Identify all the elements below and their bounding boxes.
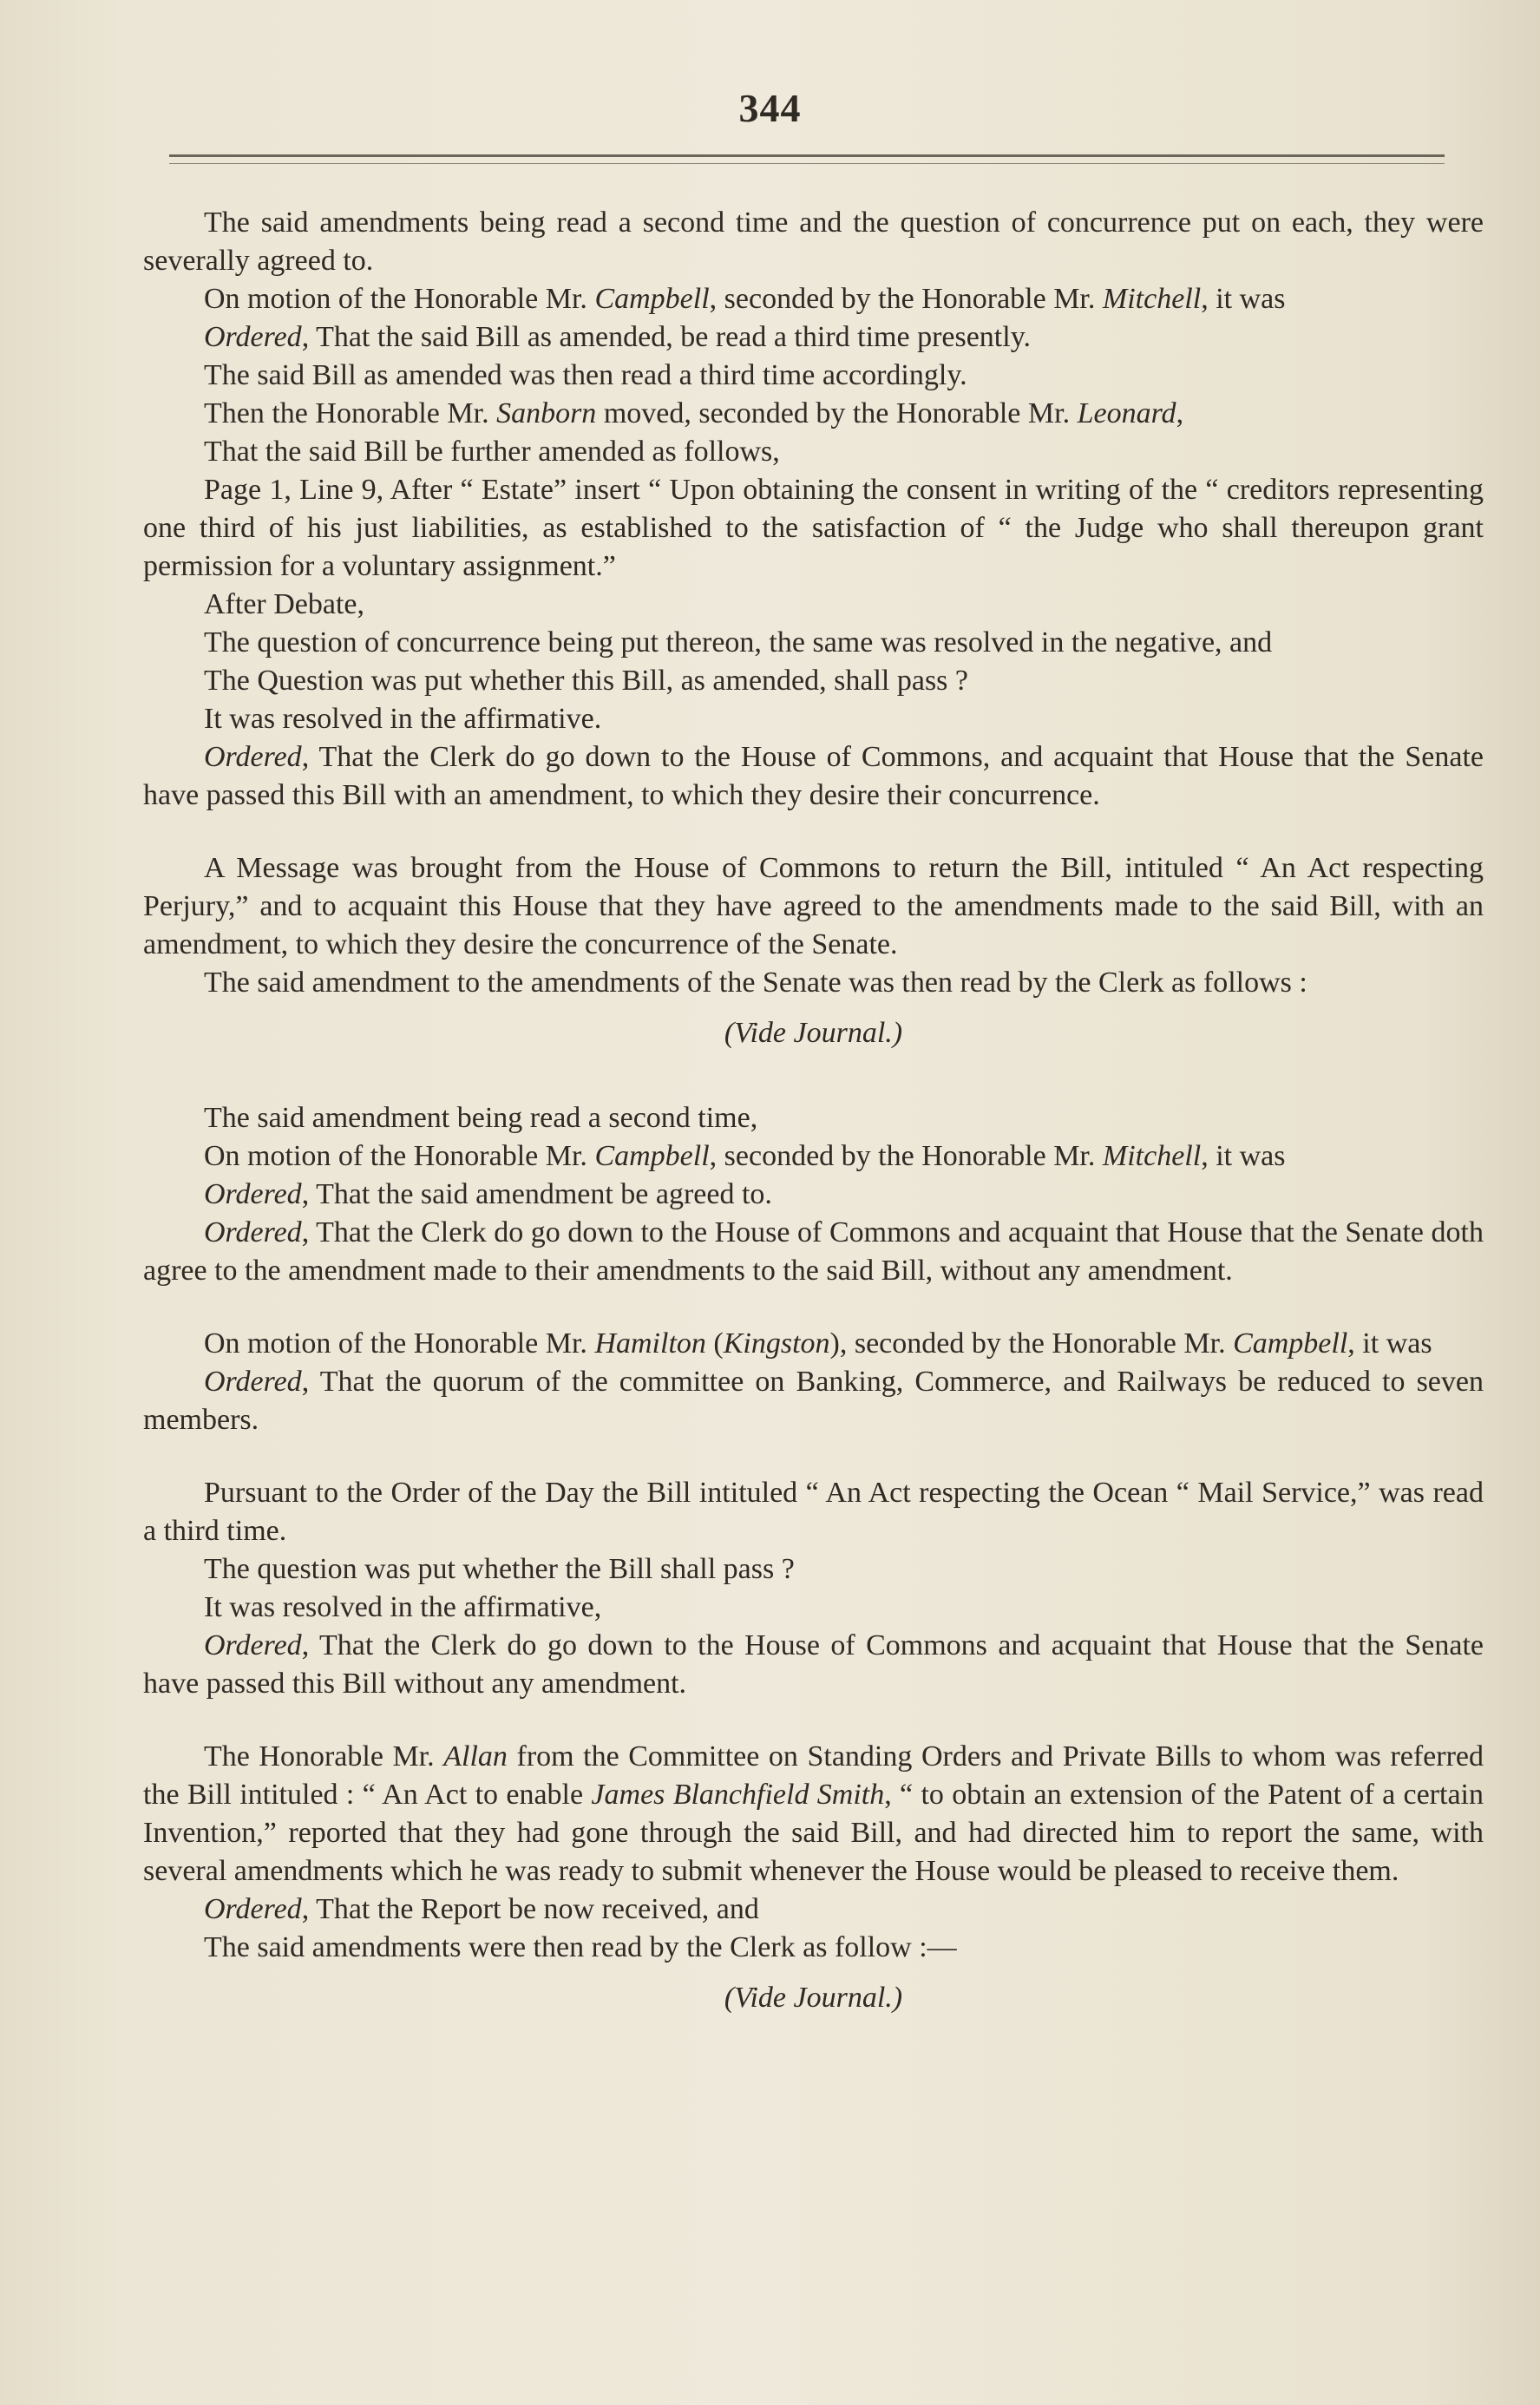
paragraph: After Debate, [204,588,365,620]
paragraph: Ordered, That the Clerk do go down to the House of Commons, and acquaint that House that the Senate have passed this Bill with an amendment, to which they desire their concurrence. [143,741,1484,811]
page-number: 344 [738,86,802,130]
paragraph: Ordered, That the Clerk do go down to the House of Commons and acquaint that House that the Senate have passed this Bill without any amendment. [143,1629,1484,1700]
vide-journal-note: (Vide Journal.) [724,1982,903,2014]
header-rule [169,154,1445,157]
journal-text [143,204,1484,2029]
paragraph-gap [143,1290,1484,1325]
paragraph: On motion of the Honorable Mr. Campbell, seconded by the Honorable Mr. Mitchell, it was [204,283,1286,315]
paragraph-gap [143,1065,1484,1099]
paragraph: The said amendment to the amendments of the Senate was then read by the Clerk as follows : [204,967,1307,999]
paragraph-gap [143,815,1484,849]
paragraph-gap [143,1703,1484,1738]
paragraph: It was resolved in the affirmative. [204,703,602,735]
paragraph: The Question was put whether this Bill, as amended, shall pass ? [204,665,968,697]
paragraph: A Message was brought from the House of Commons to return the Bill, intituled “ An Act respecting Perjury,” and to acquaint this House that they have agreed to the amendments made to the said Bill, with an amendment, to which they desire the concurrence of the Senate. [143,852,1484,960]
paragraph: It was resolved in the affirmative, [204,1591,602,1623]
paragraph: Then the Honorable Mr. Sanborn moved, seconded by the Honorable Mr. Leonard, [204,397,1184,429]
paragraph: The Honorable Mr. Allan from the Committee on Standing Orders and Private Bills to whom was referred the Bill intituled : “ An Act to enable James Blanchfield Smith, “ to obtain an extension of the Patent of a certain Invention,” reported that they had gone through the said Bill, and had directed him to report the same, with several amendments which he was ready to submit whenever the House would be pleased to receive them. [143,1740,1484,1887]
paragraph: On motion of the Honorable Mr. Campbell, seconded by the Honorable Mr. Mitchell, it was [204,1140,1286,1172]
paragraph: Ordered, That the quorum of the committee on Banking, Commerce, and Railways be reduced to seven members. [143,1366,1484,1436]
paragraph: The question was put whether the Bill shall pass ? [204,1553,795,1585]
paragraph: The question of concurrence being put thereon, the same was resolved in the negative, and [204,626,1273,659]
paragraph: The said amendments were then read by the Clerk as follow :— [204,1931,957,1963]
paragraph: Ordered, That the Report be now received, and [204,1893,759,1925]
paragraph-gap [143,1439,1484,1474]
vide-journal-note: (Vide Journal.) [724,1017,903,1049]
paragraph: The said Bill as amended was then read a third time accordingly. [204,359,967,391]
paragraph: Pursuant to the Order of the Day the Bill intituled “ An Act respecting the Ocean “ Mail Service,” was read a third time. [143,1477,1484,1547]
paragraph: Ordered, That the said amendment be agreed to. [204,1178,772,1210]
paragraph: That the said Bill be further amended as follows, [204,436,780,468]
paragraph: Page 1, Line 9, After “ Estate” insert “ Upon obtaining the consent in writing of the “ creditors representing one third of his just liabilities, as established to the satisfaction of “ the Judge who shall thereupon grant permission for a voluntary assignment.” [143,474,1484,582]
paragraph: Ordered, That the Clerk do go down to the House of Commons and acquaint that House that the Senate doth agree to the amendment made to their amendments to the said Bill, without any amendment. [143,1216,1484,1287]
paragraph: The said amendment being read a second time, [204,1102,758,1134]
header-rule-thin [169,163,1445,164]
paragraph: Ordered, That the said Bill as amended, be read a third time presently. [204,321,1031,353]
paragraph: The said amendments being read a second time and the question of concurrence put on each, they were severally agreed to. [143,206,1484,277]
paragraph: On motion of the Honorable Mr. Hamilton (Kingston), seconded by the Honorable Mr. Campbell, it was [204,1327,1432,1360]
